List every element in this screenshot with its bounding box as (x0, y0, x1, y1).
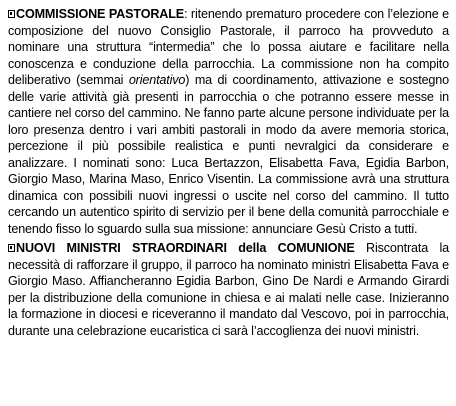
bullet-icon (8, 10, 15, 18)
section-body-rest: ) ma di coordinamento, attivazione e sostegno delle varie attività già presenti in parrocchia o che potranno essere messe in cantiere nel corso del cammino. Ne fanno parte alcune persone individuate per la loro presenza dentro i vari ambiti pastorali in modo da avere memoria storica, percezione il più possibile realistica e punti nevralgici da considerare e analizzare. I nominati sono: Luca Bertazzon, Elisabetta Fava, Egidia Barbon, Giorgio Maso, Marina Maso, Enrico Visentin. La commissione avrà una struttura dinamica con possibili nuovi ingressi o uscite nel corso del cammino. Il tutto cercando un autentico spirito di servizio per il bene della comunità parrocchiale e tenendo fisso lo sguardo sulla sua missione: annunciare Gesù Cristo a tutti. (8, 73, 449, 236)
bullet-icon (8, 244, 15, 252)
section-heading: COMMISSIONE PASTORALE (16, 7, 185, 21)
section-body: Riscontrata la necessità di rafforzare il gruppo, il parroco ha nominato ministri Elisabetta Fava e Giorgio Maso. Affiancheranno Egidia Barbon, Gino De Nardi e Armando Girardi per la distribuzione della comunione in chiesa e ai malati nelle case. Inizieranno la formazione in diocesi e riceveranno il mandato dal Vescovo, poi in parrocchia, durante una celebrazione eucaristica ci sarà l’accoglienza dei nuovi ministri. (8, 241, 449, 338)
section-nuovi-ministri (8, 240, 449, 339)
section-commissione-pastorale (8, 6, 449, 237)
section-heading: NUOVI MINISTRI STRAORDINARI della COMUNIONE (16, 241, 355, 255)
section-body-italic: orientativo (128, 73, 186, 87)
section-body: : ritenendo prematuro procedere con l’elezione e composizione del nuovo Consiglio Pastorale, il parroco ha provveduto a nominare una struttura “intermedia” che lo possa aiutare e facilitare nella conoscenza e conduzione della parrocchia. La commissione non ha compito deliberativo (semmai (8, 7, 450, 87)
